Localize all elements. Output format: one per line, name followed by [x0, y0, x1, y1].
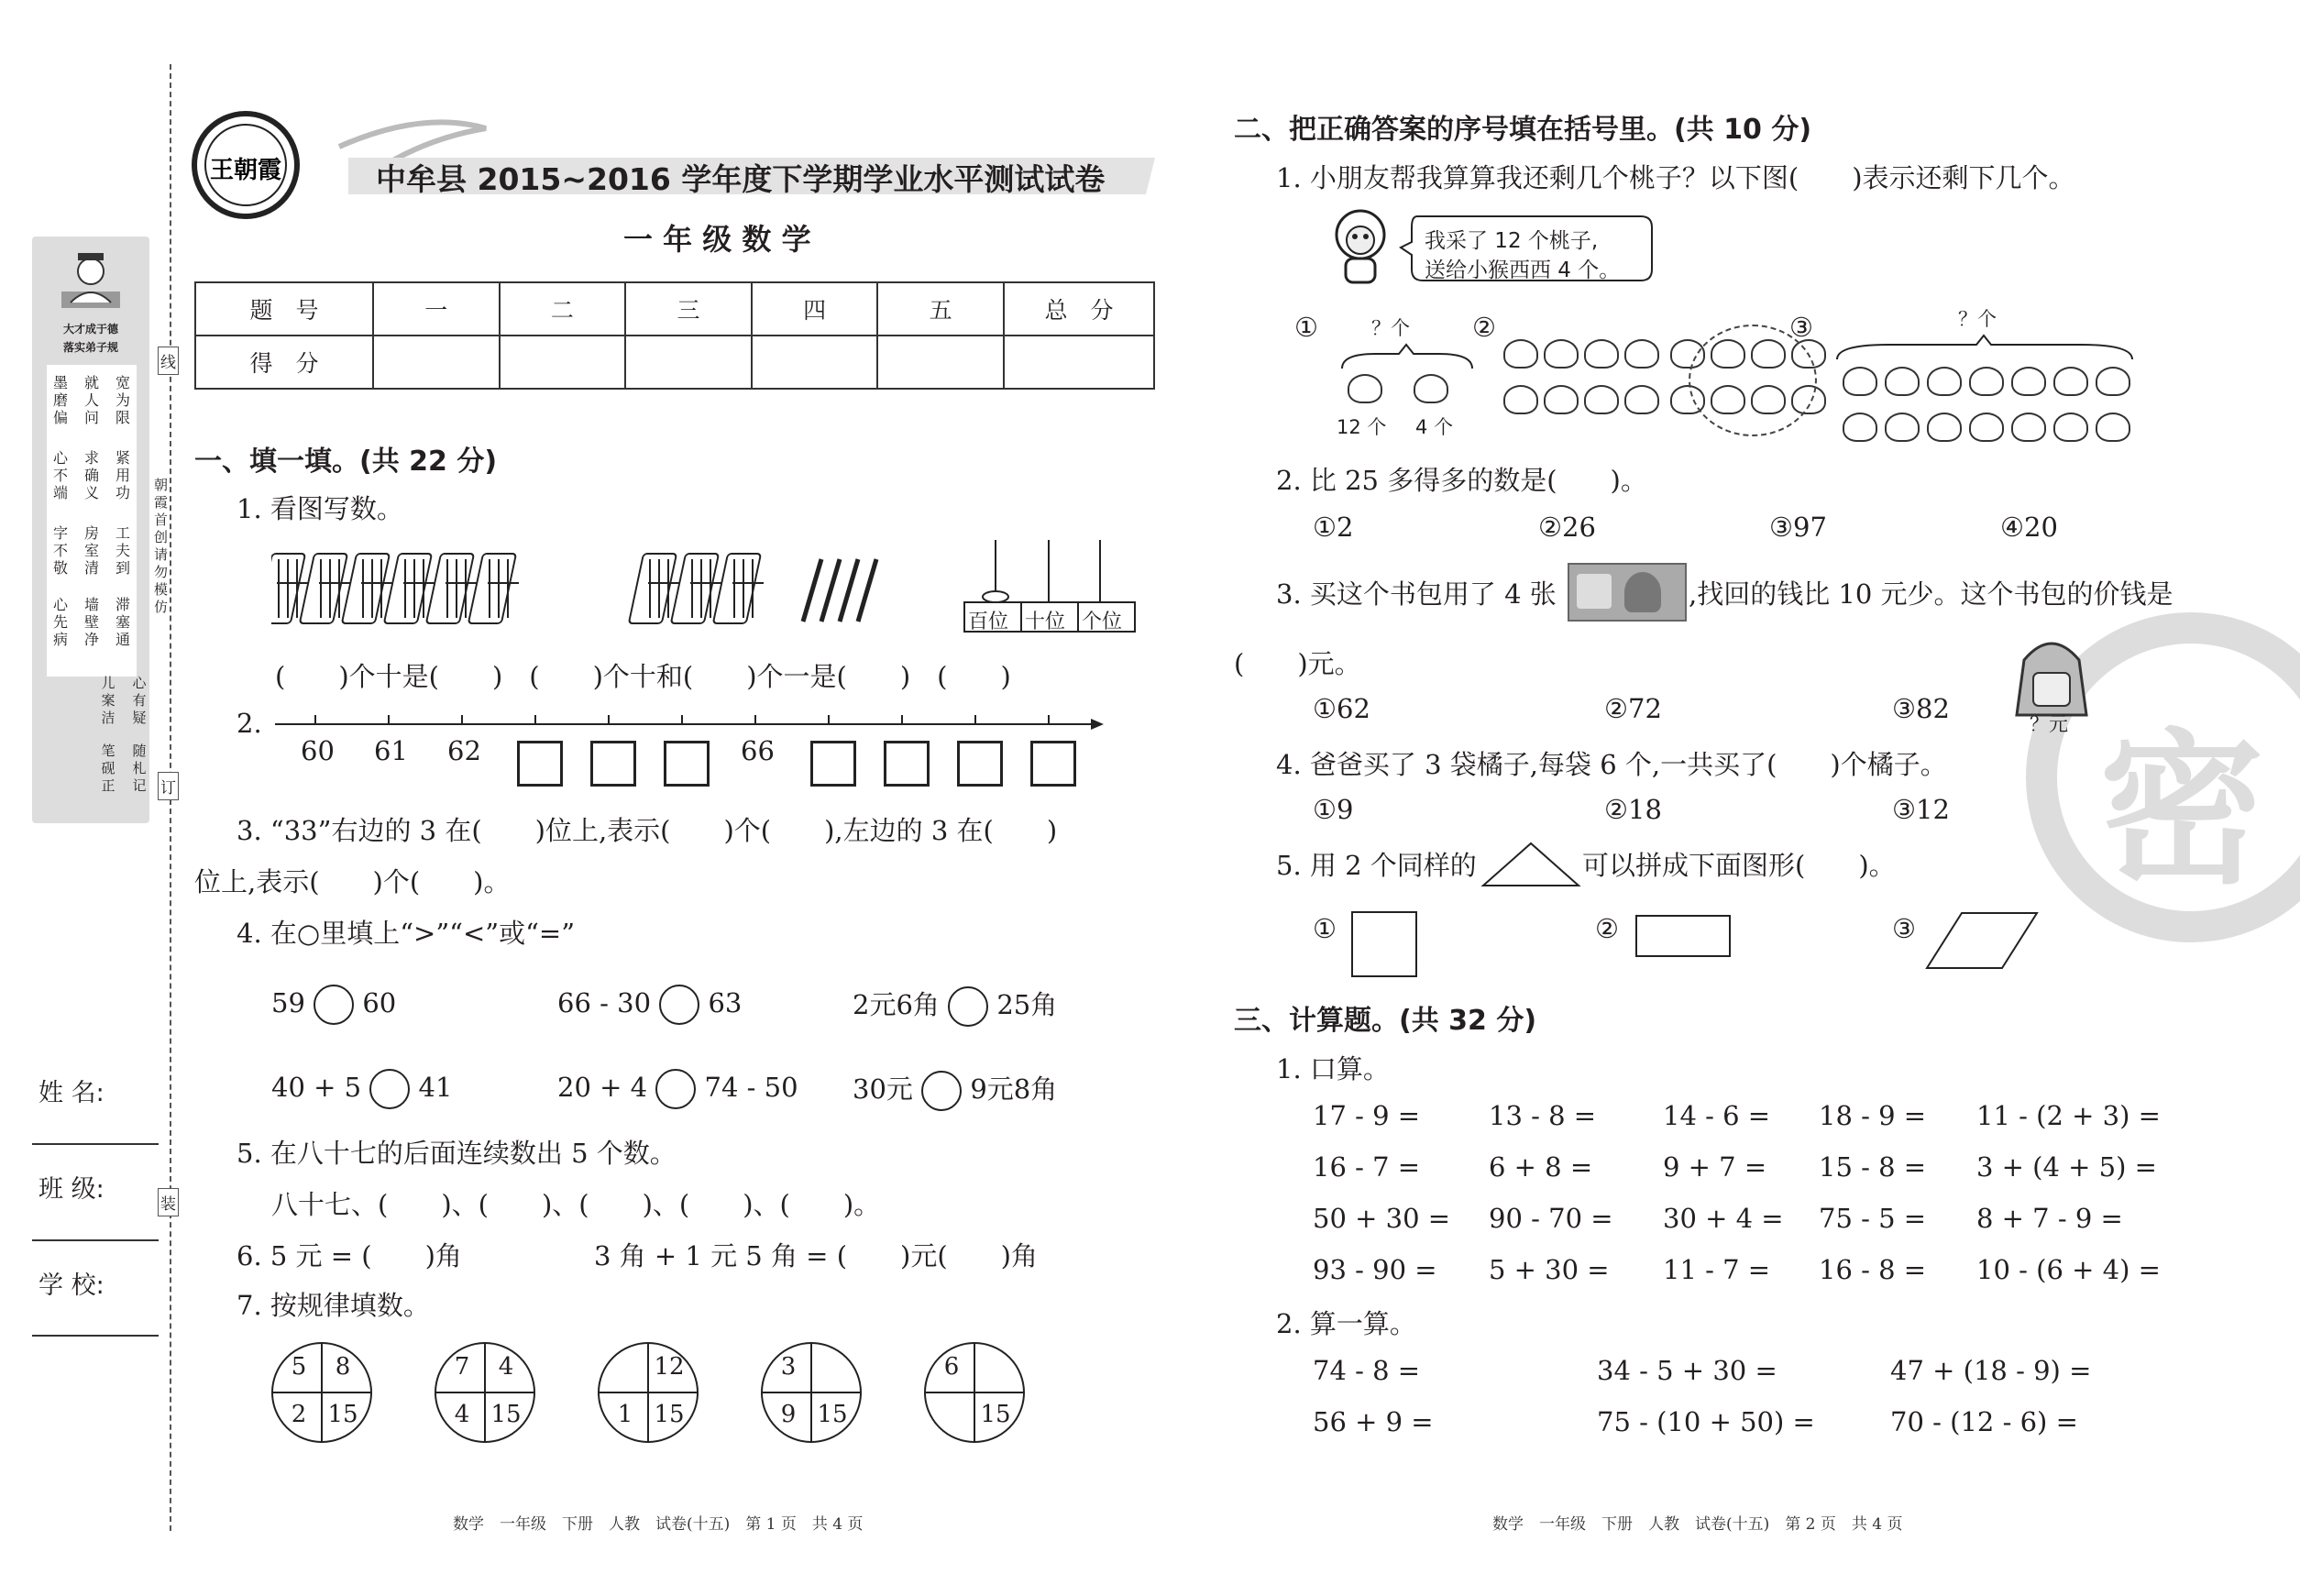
page-title: 中牟县 2015~2016 学年度下学期学业水平测试试卷 [376, 161, 1106, 197]
compare-circle[interactable] [948, 986, 988, 1027]
oral-problem[interactable]: 8 + 7 - 9 = [1976, 1203, 2123, 1234]
score-cell[interactable] [877, 336, 1004, 389]
peach-icon [2011, 367, 2046, 396]
s2-q4-option[interactable]: ②18 [1604, 794, 1662, 825]
q1-answer-line[interactable]: ( )个十是( ) ( )个十和( )个一是( ) ( ) [275, 661, 1011, 692]
peach-icon [1348, 374, 1382, 403]
label-12: 12 个 [1337, 416, 1387, 438]
dizigui-col: 心先病 [52, 596, 68, 648]
q2-label: 2. [237, 708, 262, 739]
q3-line1: 3. “33”右边的 3 在( )位上,表示( )个( ),左边的 3 在( ) [237, 815, 1058, 846]
peach-icon [1843, 413, 1877, 442]
banknote-icon [1568, 563, 1687, 622]
compare-item: 30元 9元8角 [853, 1069, 1057, 1111]
numline-label: 61 [374, 735, 408, 766]
s2-q5-a: 5. 用 2 个同样的 [1276, 850, 1477, 881]
q5: 5. 在八十七的后面连续数出 5 个数。 [237, 1138, 677, 1169]
s2-q2-option[interactable]: ③97 [1769, 512, 1827, 543]
compare-item: 20 + 4 74 - 50 [557, 1069, 798, 1109]
numline-answer-box[interactable] [1030, 741, 1076, 787]
calc-problem[interactable]: 75 - (10 + 50) = [1597, 1406, 1815, 1437]
calc-problem[interactable]: 47 + (18 - 9) = [1890, 1355, 2092, 1386]
score-cell[interactable] [500, 336, 626, 389]
numline-label: 60 [301, 735, 335, 766]
label-4: 4 个 [1415, 416, 1454, 438]
motto-2: 落实弟子规 [62, 341, 118, 354]
q1-1: 1. 看图写数。 [237, 493, 403, 524]
peach-icon [1969, 413, 2004, 442]
name-field[interactable] [32, 1143, 159, 1145]
peach-icon [1624, 385, 1659, 414]
school-label: 学 校: [39, 1271, 105, 1300]
s2-q2-option[interactable]: ④20 [2000, 512, 2058, 543]
peach-icon [1885, 367, 1920, 396]
option-mark[interactable]: ③ [1789, 312, 1813, 343]
score-header: 四 [752, 282, 878, 336]
compare-circle[interactable] [655, 1069, 696, 1109]
calc-problem[interactable]: 74 - 8 = [1313, 1355, 1421, 1386]
s2-q2: 2. 比 25 多得多的数是( )。 [1276, 465, 1647, 496]
oral-problem[interactable]: 3 + (4 + 5) = [1976, 1151, 2157, 1183]
oral-problem[interactable]: 5 + 30 = [1489, 1254, 1610, 1285]
peach-icon [1624, 339, 1659, 369]
oral-problem[interactable]: 11 - 7 = [1663, 1254, 1771, 1285]
logo-text: 王朝霞 [209, 157, 282, 184]
footer-right: 数学 一年级 下册 人教 试卷(十五) 第 2 页 共 4 页 [1492, 1515, 1903, 1534]
calc-problem[interactable]: 34 - 5 + 30 = [1597, 1355, 1777, 1386]
peach-icon [1927, 413, 1962, 442]
monkey-icon [1320, 204, 1403, 286]
numline-answer-box[interactable] [957, 741, 1003, 787]
oral-problem[interactable]: 6 + 8 = [1489, 1151, 1593, 1183]
parallelogram-shape [1925, 911, 2039, 970]
score-header: 三 [625, 282, 752, 336]
dizigui-col: 求确义 [83, 449, 99, 501]
dizigui-col: 滞塞通 [115, 596, 130, 648]
compare-circle[interactable] [659, 985, 699, 1025]
rectangle-shape [1635, 915, 1731, 957]
peach-icon [1584, 385, 1619, 414]
dizigui-col: 宽为限 [115, 374, 130, 426]
oral-problem[interactable]: 16 - 7 = [1313, 1151, 1421, 1183]
s2-q3-option[interactable]: ③82 [1892, 693, 1950, 724]
bubble-line-1: 我采了 12 个桃子, [1425, 229, 1599, 253]
square-shape [1351, 911, 1417, 977]
oral-problem[interactable]: 93 - 90 = [1313, 1254, 1437, 1285]
compare-circle[interactable] [921, 1071, 962, 1111]
numline-label: 62 [447, 735, 481, 766]
oral-problem[interactable]: 15 - 8 = [1819, 1151, 1927, 1183]
score-header: 一 [373, 282, 500, 336]
s2-q1: 1. 小朋友帮我算算我还剩几个桃子？以下图( )表示还剩下几个。 [1276, 162, 2075, 193]
score-cell[interactable] [752, 336, 878, 389]
oral-problem[interactable]: 11 - (2 + 3) = [1976, 1100, 2161, 1131]
compare-item: 2元6角 25角 [853, 985, 1057, 1027]
pattern-circle: 5 8 2 15 [271, 1342, 372, 1443]
section-1-heading: 一、填一填。(共 22 分) [194, 446, 498, 478]
side-note: 朝霞首创 请勿模仿 [154, 477, 169, 615]
dizigui-col: 墨磨偏 [52, 374, 68, 426]
dizigui-col: 工夫到 [115, 524, 130, 577]
s2-q4: 4. 爸爸买了 3 袋橘子,每袋 6 个,一共买了( )个橘子。 [1276, 749, 1947, 780]
oral-problem[interactable]: 14 - 6 = [1663, 1100, 1771, 1131]
peach-icon [1584, 339, 1619, 369]
oral-problem[interactable]: 16 - 8 = [1819, 1254, 1927, 1285]
s2-q3-option[interactable]: ①62 [1313, 693, 1370, 724]
pattern-circle: 3 9 15 [761, 1342, 862, 1443]
oral-problem[interactable]: 9 + 7 = [1663, 1151, 1767, 1183]
score-header: 题 号 [195, 282, 373, 336]
oral-problem[interactable]: 90 - 70 = [1489, 1203, 1613, 1234]
q7: 7. 按规律填数。 [237, 1290, 430, 1321]
fold-mark: 装 [158, 1188, 179, 1216]
score-cell[interactable] [625, 336, 752, 389]
peach-icon [2053, 413, 2088, 442]
triangle-icon [1480, 840, 1582, 889]
numline-answer-box[interactable] [517, 741, 563, 787]
compare-circle[interactable] [314, 985, 354, 1025]
bag-price: ？元 [2030, 713, 2068, 735]
q6-part1[interactable]: 6. 5 元 = ( )角 [237, 1240, 462, 1271]
dizigui-col: 就人问 [83, 374, 99, 426]
peach-icon [1414, 374, 1448, 403]
peach-icon [2011, 413, 2046, 442]
dizigui-col: 墙壁净 [83, 596, 99, 648]
oral-problem[interactable]: 10 - (6 + 4) = [1976, 1254, 2161, 1285]
school-field[interactable] [32, 1335, 159, 1337]
numline-answer-box[interactable] [590, 741, 636, 787]
oral-problem[interactable]: 75 - 5 = [1819, 1203, 1927, 1234]
s2-q3-c[interactable]: ( )元。 [1234, 648, 1361, 679]
compare-item: 66 - 30 63 [557, 985, 742, 1025]
peach-icon [1544, 385, 1579, 414]
motto-1: 大才成于德 [62, 323, 118, 336]
class-field[interactable] [32, 1239, 159, 1241]
s2-q4-option[interactable]: ①9 [1313, 794, 1354, 825]
oral-problem[interactable]: 17 - 9 = [1313, 1100, 1421, 1131]
score-header: 二 [500, 282, 626, 336]
dizigui-col: 随札记 [132, 743, 147, 794]
peach-icon [1843, 367, 1877, 396]
peach-icon [1885, 413, 1920, 442]
fold-mark: 订 [158, 772, 179, 800]
peach-icon [2053, 367, 2088, 396]
footer-left: 数学 一年级 下册 人教 试卷(十五) 第 1 页 共 4 页 [453, 1515, 864, 1534]
s3-q1: 1. 口算。 [1276, 1053, 1390, 1084]
unknown-count: ？个 [1371, 317, 1410, 339]
peach-icon [1503, 385, 1538, 414]
oral-problem[interactable]: 30 + 4 = [1663, 1203, 1784, 1234]
s2-q5-b: 可以拼成下面图形( )。 [1582, 850, 1896, 881]
page-subtitle: 一 年 级 数 学 [623, 222, 811, 257]
dizigui-col: 笔砚正 [101, 743, 116, 794]
dizigui-col: 字不敬 [52, 524, 68, 577]
numline-answer-box[interactable] [884, 741, 930, 787]
s2-q3-b: ,找回的钱比 10 元少。这个书包的价钱是 [1689, 578, 2173, 610]
place-tens: 十位 [1025, 611, 1066, 633]
s2-q5-option[interactable]: ① [1313, 913, 1337, 944]
brace [1833, 332, 2136, 369]
s3-q2: 2. 算一算。 [1276, 1308, 1416, 1339]
q4: 4. 在○里填上“>”“<”或“=” [237, 918, 576, 949]
scholar-figure-icon [52, 246, 129, 319]
score-row-label: 得 分 [195, 336, 373, 389]
q6-part2[interactable]: 3 角 + 1 元 5 角 = ( )元( )角 [594, 1240, 1038, 1271]
place-hundreds: 百位 [968, 611, 1009, 633]
peach-icon [1927, 367, 1962, 396]
stamp-char: 密 [2099, 715, 2265, 907]
brace [1338, 341, 1476, 378]
score-header: 总 分 [1004, 282, 1154, 336]
pattern-circle: 6 15 [924, 1342, 1025, 1443]
bundles-illustration [271, 541, 895, 633]
option-mark[interactable]: ② [1472, 312, 1496, 343]
numline-label: 66 [741, 735, 775, 766]
place-ones: 个位 [1082, 611, 1123, 633]
numline-answer-box[interactable] [664, 741, 710, 787]
option-mark[interactable]: ① [1294, 312, 1318, 343]
oral-problem[interactable]: 13 - 8 = [1489, 1100, 1597, 1131]
score-cell[interactable] [1004, 336, 1154, 389]
score-cell[interactable] [373, 336, 500, 389]
compare-item: 40 + 5 41 [271, 1069, 452, 1109]
score-header: 五 [877, 282, 1004, 336]
compare-circle[interactable] [369, 1069, 410, 1109]
dizigui-col: 房室清 [83, 524, 99, 577]
s2-q4-option[interactable]: ③12 [1892, 794, 1950, 825]
fold-mark: 线 [158, 347, 179, 375]
oral-problem[interactable]: 18 - 9 = [1819, 1100, 1927, 1131]
dizigui-col: 心不端 [52, 449, 68, 501]
calc-problem[interactable]: 56 + 9 = [1313, 1406, 1434, 1437]
dizigui-col: 儿案洁 [101, 675, 116, 726]
peach-icon [2096, 367, 2130, 396]
q3-line2: 位上,表示( )个( )。 [194, 866, 511, 897]
section-3-heading: 三、计算题。(共 32 分) [1234, 1005, 1537, 1037]
s2-q2-option[interactable]: ①2 [1313, 512, 1354, 543]
class-label: 班 级: [39, 1175, 105, 1204]
peach-icon [2096, 413, 2130, 442]
pattern-circle: 12 1 15 [598, 1342, 699, 1443]
bubble-line-2: 送给小猴西西 4 个。 [1425, 259, 1621, 282]
score-table [194, 281, 1155, 390]
numline-answer-box[interactable] [810, 741, 856, 787]
peach-icon [1969, 367, 2004, 396]
unknown-count: ？个 [1958, 308, 1997, 330]
s2-q5-option[interactable]: ③ [1892, 913, 1916, 944]
dizigui-col: 紧用功 [115, 449, 130, 501]
calc-problem[interactable]: 70 - (12 - 6) = [1890, 1406, 2078, 1437]
s2-q3-a: 3. 买这个书包用了 4 张 [1276, 578, 1557, 610]
dizigui-text [47, 365, 137, 677]
oral-problem[interactable]: 50 + 30 = [1313, 1203, 1451, 1234]
q5-answer-line[interactable]: 八十七、( )、( )、( )、( )、( )。 [271, 1189, 881, 1220]
pattern-circle: 7 4 4 15 [435, 1342, 535, 1443]
s2-q3-option[interactable]: ②72 [1604, 693, 1662, 724]
peach-icon [1503, 339, 1538, 369]
compare-item: 59 60 [271, 985, 396, 1025]
s2-q2-option[interactable]: ②26 [1538, 512, 1596, 543]
s2-q5-option[interactable]: ② [1595, 913, 1619, 944]
section-2-heading: 二、把正确答案的序号填在括号里。(共 10 分) [1234, 114, 1812, 146]
dizigui-col: 心有疑 [132, 675, 147, 726]
sidebar-panel [32, 237, 149, 823]
peach-icon [1544, 339, 1579, 369]
name-label: 姓 名: [39, 1079, 105, 1107]
